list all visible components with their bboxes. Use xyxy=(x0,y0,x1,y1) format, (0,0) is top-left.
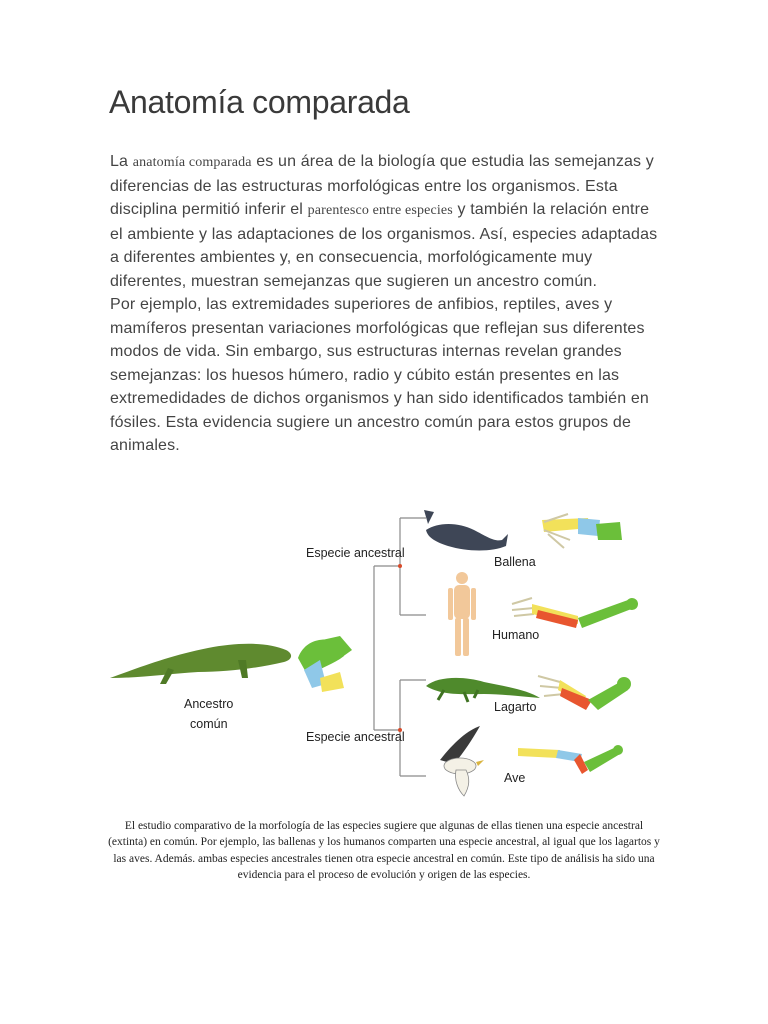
bird-icon xyxy=(440,726,484,796)
term-parentesco: parentesco entre especies xyxy=(307,203,453,218)
node-dot-top xyxy=(398,564,402,568)
paragraph-1 xyxy=(110,150,658,293)
lizard-icon xyxy=(426,678,540,702)
body-text xyxy=(110,150,658,458)
human-icon xyxy=(448,572,476,656)
paragraph-2: Por ejemplo, las extremidades superiores de anfibios, reptiles, aves y mamíferos presentan variaciones morfológicas que reflejan sus diferentes modos de vida. Sin embargo, sus estructuras internas revelan grandes semejanzas: los huesos húmero, radio y cúbito están presentes en las extremedidades de dichos organismos y han sido identificados también en fósiles. Esta evidencia sugiere un ancestro común para estos grupos de animales. xyxy=(110,296,649,454)
label-especie-ancestral-top: Especie ancestral xyxy=(306,546,405,560)
label-especie-ancestral-bottom: Especie ancestral xyxy=(306,730,405,744)
ancestor-limb xyxy=(298,636,352,692)
label-comun: común xyxy=(190,717,228,731)
label-lagarto: Lagarto xyxy=(494,700,537,714)
paragraph-1-part2: es un área de la biología que estudia las semejanzas y diferencias de las estructuras morfológicas entre los organismos. Esta disciplina permitió inferir el xyxy=(110,153,654,218)
phylogeny-figure xyxy=(108,500,648,800)
human-limb xyxy=(512,598,638,628)
paragraph-1-lead: La xyxy=(110,153,129,170)
label-ave: Ave xyxy=(504,771,526,785)
whale-icon xyxy=(424,510,508,551)
term-anatomia-comparada: anatomía comparada xyxy=(132,155,252,170)
label-ancestro: Ancestro xyxy=(184,697,234,711)
figure-caption: El estudio comparativo de la morfología de las especies sugiere que algunas de ellas tienen una especie ancestral (extinta) en común. Por ejemplo, las ballenas y los humanos comparten una especie ancestral, al igual que los lagartos y las aves. Además. ambas especies ancestrales tienen otra especie ancestral en común. Este tipo de análisis ha sido una evidencia para el proceso de evolución y origen de las especies. xyxy=(108,820,660,881)
lizard-limb xyxy=(538,676,631,710)
label-humano: Humano xyxy=(492,628,540,642)
page-title: Anatomía comparada xyxy=(109,84,410,120)
ancestor-animal xyxy=(110,644,291,684)
paragraph-1-part3: y también la relación entre el ambiente y las adaptaciones de los organismos. Así, especies adaptadas a diferentes ambientes y, en consecuencia, morfológicamente muy diferentes, muestran semejanzas que sugieren un ancestro común. xyxy=(110,201,658,290)
bird-limb xyxy=(518,745,623,774)
whale-limb xyxy=(542,514,622,548)
label-ballena: Ballena xyxy=(494,555,536,569)
